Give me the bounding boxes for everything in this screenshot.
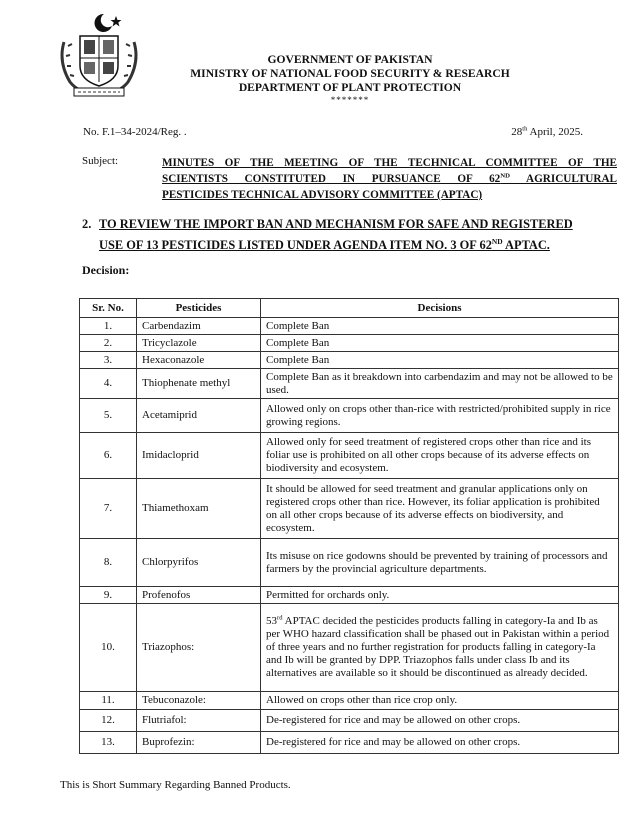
agenda-item-number: 2.: [82, 217, 92, 231]
agenda-item-title: TO REVIEW THE IMPORT BAN AND MECHANISM FOR SAFE AND REGISTERED USE OF 13 PESTICIDES LISTED UNDER AGENDA ITEM NO. 3 OF 62ND APTAC.: [99, 217, 573, 252]
row-sr: 11.: [80, 692, 137, 710]
row-sr: 13.: [80, 732, 137, 754]
row-decision: Complete Ban as it breakdown into carbendazim and may not be allowed to be used.: [261, 369, 619, 399]
row-sr: 7.: [80, 479, 137, 539]
row-pesticide: Acetamiprid: [137, 399, 261, 433]
table-row: [80, 604, 619, 692]
table-row: [80, 732, 619, 754]
row-sr: 1.: [80, 318, 137, 335]
table-row: [80, 587, 619, 604]
row-pesticide: Carbendazim: [137, 318, 261, 335]
row-pesticide: Tebuconazole:: [137, 692, 261, 710]
star-divider: *******: [330, 95, 370, 105]
row-sr: 6.: [80, 433, 137, 479]
table-row: [80, 539, 619, 587]
header-pesticides: Pesticides: [137, 299, 261, 318]
department-title: DEPARTMENT OF PLANT PROTECTION: [238, 81, 462, 94]
government-title: GOVERNMENT OF PAKISTAN: [267, 53, 433, 66]
row-pesticide: Imidacloprid: [137, 433, 261, 479]
row-sr: 12.: [80, 710, 137, 732]
header-sr-no: Sr. No.: [80, 299, 137, 318]
table-row: [80, 433, 619, 479]
table-row: [80, 335, 619, 352]
row-decision: Complete Ban: [261, 352, 619, 369]
table-row: [80, 369, 619, 399]
row-sr: 5.: [80, 399, 137, 433]
header-decisions: Decisions: [261, 299, 619, 318]
row-pesticide: Flutriafol:: [137, 710, 261, 732]
row-decision: De-registered for rice and may be allowed on other crops.: [261, 710, 619, 732]
row-pesticide: Triazophos:: [137, 604, 261, 692]
row-pesticide: Thiamethoxam: [137, 479, 261, 539]
row-decision: Allowed only for seed treatment of registered crops other than rice and its foliar use is prohibited on all other crops because of its adverse effects on biodiversity and ecosystem.: [261, 433, 619, 479]
row-pesticide: Hexaconazole: [137, 352, 261, 369]
ministry-title: MINISTRY OF NATIONAL FOOD SECURITY & RESEARCH: [190, 67, 510, 80]
row-decision: Its misuse on rice godowns should be prevented by training of processors and farmers by the provincial agriculture departments.: [261, 539, 619, 587]
table-row: [80, 479, 619, 539]
row-decision: Complete Ban: [261, 335, 619, 352]
row-sr: 3.: [80, 352, 137, 369]
table-row: [80, 710, 619, 732]
row-pesticide: Thiophenate methyl: [137, 369, 261, 399]
row-sr: 4.: [80, 369, 137, 399]
row-decision: De-registered for rice and may be allowed on other crops.: [261, 732, 619, 754]
letter-date: 28th April, 2025.: [511, 125, 583, 138]
table-row: [80, 352, 619, 369]
row-sr: 8.: [80, 539, 137, 587]
file-number: No. F.1–34-2024/Reg. .: [83, 126, 187, 138]
table-row: [80, 318, 619, 335]
row-pesticide: Profenofos: [137, 587, 261, 604]
row-decision: Allowed on crops other than rice crop only.: [261, 692, 619, 710]
subject-text: MINUTES OF THE MEETING OF THE TECHNICAL COMMITTEE OF THE SCIENTISTS CONSTITUTED IN PURSUANCE OF 62ND AGRICULTURAL PESTICIDES TECHNICAL ADVISORY COMMITTEE (APTAC): [162, 157, 617, 201]
row-pesticide: Chlorpyrifos: [137, 539, 261, 587]
row-decision: Permitted for orchards only.: [261, 587, 619, 604]
row-sr: 10.: [80, 604, 137, 692]
subject-label: Subject:: [82, 155, 119, 167]
row-decision: 53rd APTAC decided the pesticides products falling in category-Ia and Ib as per WHO hazard classification shall be phased out in Pakistan within a period of three years and no further registration for products falling in category-Ia and Ib will be granted by DPP. Triazophos falls under class Ib and its alternatives are available so it should be discontinued as already decided.: [261, 604, 619, 692]
row-decision: Allowed only on crops other than-rice with restricted/prohibited supply in rice growing regions.: [261, 399, 619, 433]
table-row: [80, 399, 619, 433]
decisions-table: [79, 298, 619, 754]
government-emblem: [60, 12, 138, 98]
decision-heading: Decision:: [82, 263, 130, 277]
reference-line: [83, 126, 583, 138]
table-header-row: [80, 299, 619, 318]
table-row: [80, 692, 619, 710]
row-sr: 9.: [80, 587, 137, 604]
row-sr: 2.: [80, 335, 137, 352]
row-pesticide: Tricyclazole: [137, 335, 261, 352]
footer-note: This is Short Summary Regarding Banned Products.: [60, 779, 291, 791]
row-decision: It should be allowed for seed treatment and granular applications only on registered crops other than rice. However, its foliar application is prohibited on all other crops because of its adverse effects on biodiversity, and ecosystem.: [261, 479, 619, 539]
row-pesticide: Buprofezin:: [137, 732, 261, 754]
row-decision: Complete Ban: [261, 318, 619, 335]
letterhead: [150, 53, 550, 106]
